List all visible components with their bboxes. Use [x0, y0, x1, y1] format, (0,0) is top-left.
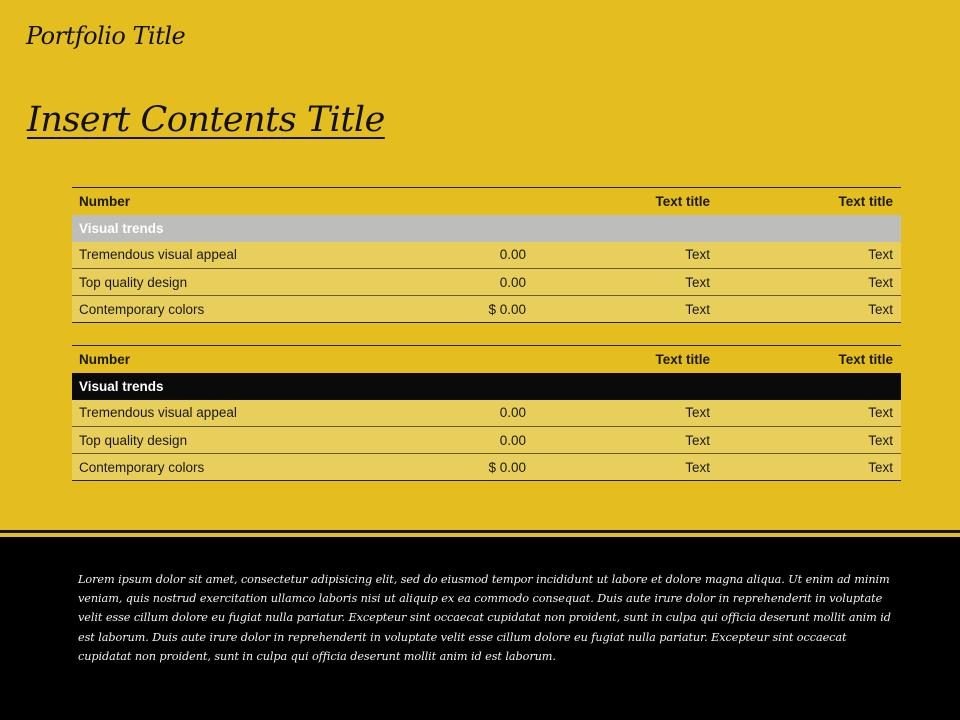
row-text: Text: [718, 242, 901, 269]
row-text: Text: [534, 269, 718, 296]
footer-body-text: Lorem ipsum dolor sit amet, consectetur adipisicing elit, sed do eiusmod tempor incididunt ut labore et dolore magna aliqua. Ut enim ad minim veniam, quis nostrud exercitation ullamco laboris nisi ut aliquip ex ea commodo consequat. Duis aute irure dolor in reprehenderit in voluptate velit esse cillum dolore eu fugiat nulla pariatur. Excepteur sint occaecat cupidatat non proident, sunt in culpa qui officia deserunt mollit anim id est laborum. Duis aute irure dolor in reprehenderit in voluptate velit esse cillum dolore eu fugiat nulla pariatur. Excepteur sint occaecat cupidatat non proident, sunt in culpa qui officia deserunt mollit anim id est laborum.: [78, 573, 891, 663]
group-row: [72, 215, 901, 242]
row-label: Tremendous visual appeal: [72, 242, 372, 269]
row-value: 0.00: [372, 269, 534, 296]
table-header-row: [72, 346, 901, 373]
row-text: Text: [718, 296, 901, 323]
row-value: 0.00: [372, 242, 534, 269]
row-text: Text: [534, 400, 718, 427]
header-blank: [372, 188, 534, 215]
row-label: Contemporary colors: [72, 454, 372, 481]
group-label: Visual trends: [72, 215, 901, 242]
row-value: 0.00: [372, 427, 534, 454]
row-label: Tremendous visual appeal: [72, 400, 372, 427]
table-row: [72, 269, 901, 296]
row-text: Text: [718, 454, 901, 481]
portfolio-title: Portfolio Title: [26, 22, 186, 50]
row-value: 0.00: [372, 400, 534, 427]
header-number: Number: [79, 351, 131, 367]
header-text-title: Text title: [838, 351, 893, 367]
table-row: [72, 242, 901, 269]
row-text: Text: [534, 427, 718, 454]
row-value: $ 0.00: [372, 454, 534, 481]
row-value: $ 0.00: [372, 296, 534, 323]
row-label: Top quality design: [72, 269, 372, 296]
table-row: [72, 454, 901, 481]
row-text: Text: [534, 454, 718, 481]
group-row: [72, 373, 901, 400]
contents-title: Insert Contents Title: [27, 100, 385, 140]
table-row: [72, 400, 901, 427]
group-label: Visual trends: [72, 373, 901, 400]
row-text: Text: [718, 427, 901, 454]
row-text: Text: [534, 296, 718, 323]
header-blank: [372, 346, 534, 373]
header-text-title: Text title: [838, 193, 893, 209]
table-header-row: [72, 188, 901, 215]
row-label: Contemporary colors: [72, 296, 372, 323]
footer-divider-dark: [0, 530, 960, 533]
row-text: Text: [534, 242, 718, 269]
data-table-1: [72, 187, 901, 323]
header-text-title: Text title: [655, 351, 710, 367]
row-label: Top quality design: [72, 427, 372, 454]
row-text: Text: [718, 269, 901, 296]
header-text-title: Text title: [655, 193, 710, 209]
header-number: Number: [79, 193, 131, 209]
row-text: Text: [718, 400, 901, 427]
table-row: [72, 296, 901, 323]
data-table-2: [72, 345, 901, 481]
table-row: [72, 427, 901, 454]
